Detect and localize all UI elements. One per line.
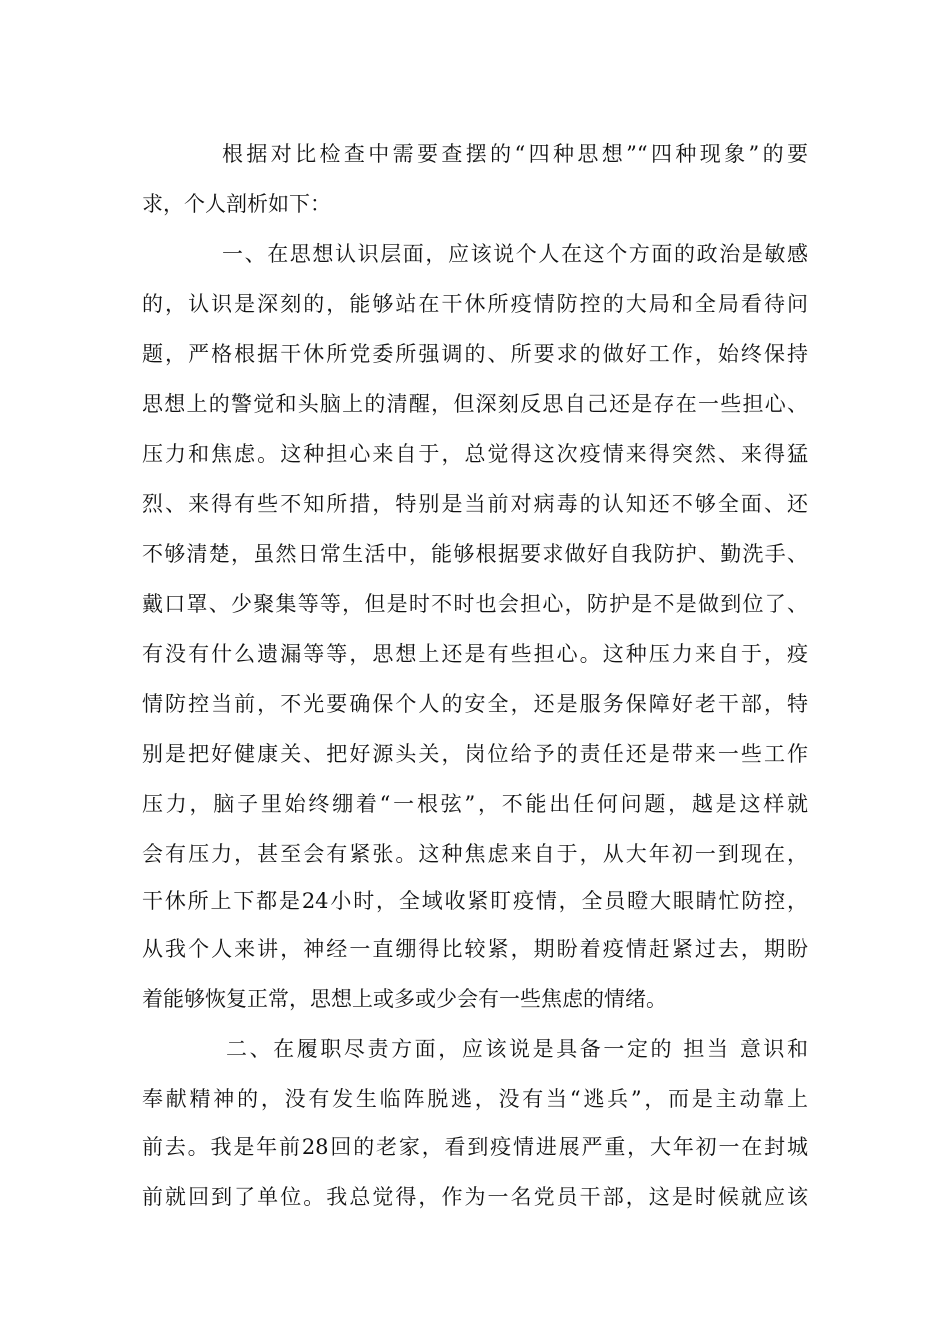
text-line: 题，严格根据干休所党委所强调的、所要求的做好工作，始终保持	[142, 342, 808, 366]
text-line: 着能够恢复正常，思想上或多或少会有一些焦虑的情绪。	[142, 987, 667, 1011]
text-line: 有没有什么遗漏等等，思想上还是有些担心。这种压力来自于，疫	[142, 642, 808, 666]
text-line: 从我个人来讲，神经一直绷得比较紧，期盼着疫情赶紧过去，期盼	[142, 937, 808, 961]
text-line: 根据对比检查中需要查摆的“四种思想”“四种现象”的要	[222, 142, 808, 166]
text-line: 戴口罩、少聚集等等，但是时不时也会担心，防护是不是做到位了、	[142, 592, 808, 616]
text-line: 干休所上下都是24小时，全域收紧盯疫情，全员瞪大眼睛忙防控，	[142, 889, 808, 913]
text-line: 不够清楚，虽然日常生活中，能够根据要求做好自我防护、勤洗手、	[142, 542, 808, 566]
text-line: 烈、来得有些不知所措，特别是当前对病毒的认知还不够全面、还	[142, 492, 808, 516]
text-line: 压力和焦虑。这种担心来自于，总觉得这次疫情来得突然、来得猛	[142, 442, 808, 466]
text-line: 别是把好健康关、把好源头关，岗位给予的责任还是带来一些工作	[142, 742, 808, 766]
text-line: 会有压力，甚至会有紧张。这种焦虑来自于，从大年初一到现在，	[142, 842, 808, 866]
text-line: 二、在履职尽责方面，应该说是具备一定的 担当 意识和	[226, 1037, 808, 1061]
text-line: 思想上的警觉和头脑上的清醒，但深刻反思自己还是存在一些担心、	[142, 392, 808, 416]
text-line: 一、在思想认识层面，应该说个人在这个方面的政治是敏感	[222, 242, 808, 266]
text-line: 压力，脑子里始终绷着“一根弦”，不能出任何问题，越是这样就	[142, 792, 808, 816]
text-line: 的，认识是深刻的，能够站在干休所疫情防控的大局和全局看待问	[142, 292, 808, 316]
text-line: 求，个人剖析如下：	[142, 192, 331, 216]
text-line: 奉献精神的，没有发生临阵脱逃，没有当“逃兵”，而是主动靠上	[142, 1087, 808, 1111]
text-line: 前去。我是年前28回的老家，看到疫情进展严重，大年初一在封城	[142, 1135, 808, 1159]
text-line: 情防控当前，不光要确保个人的安全，还是服务保障好老干部，特	[142, 692, 808, 716]
text-line: 前就回到了单位。我总觉得，作为一名党员干部，这是时候就应该	[142, 1185, 808, 1209]
